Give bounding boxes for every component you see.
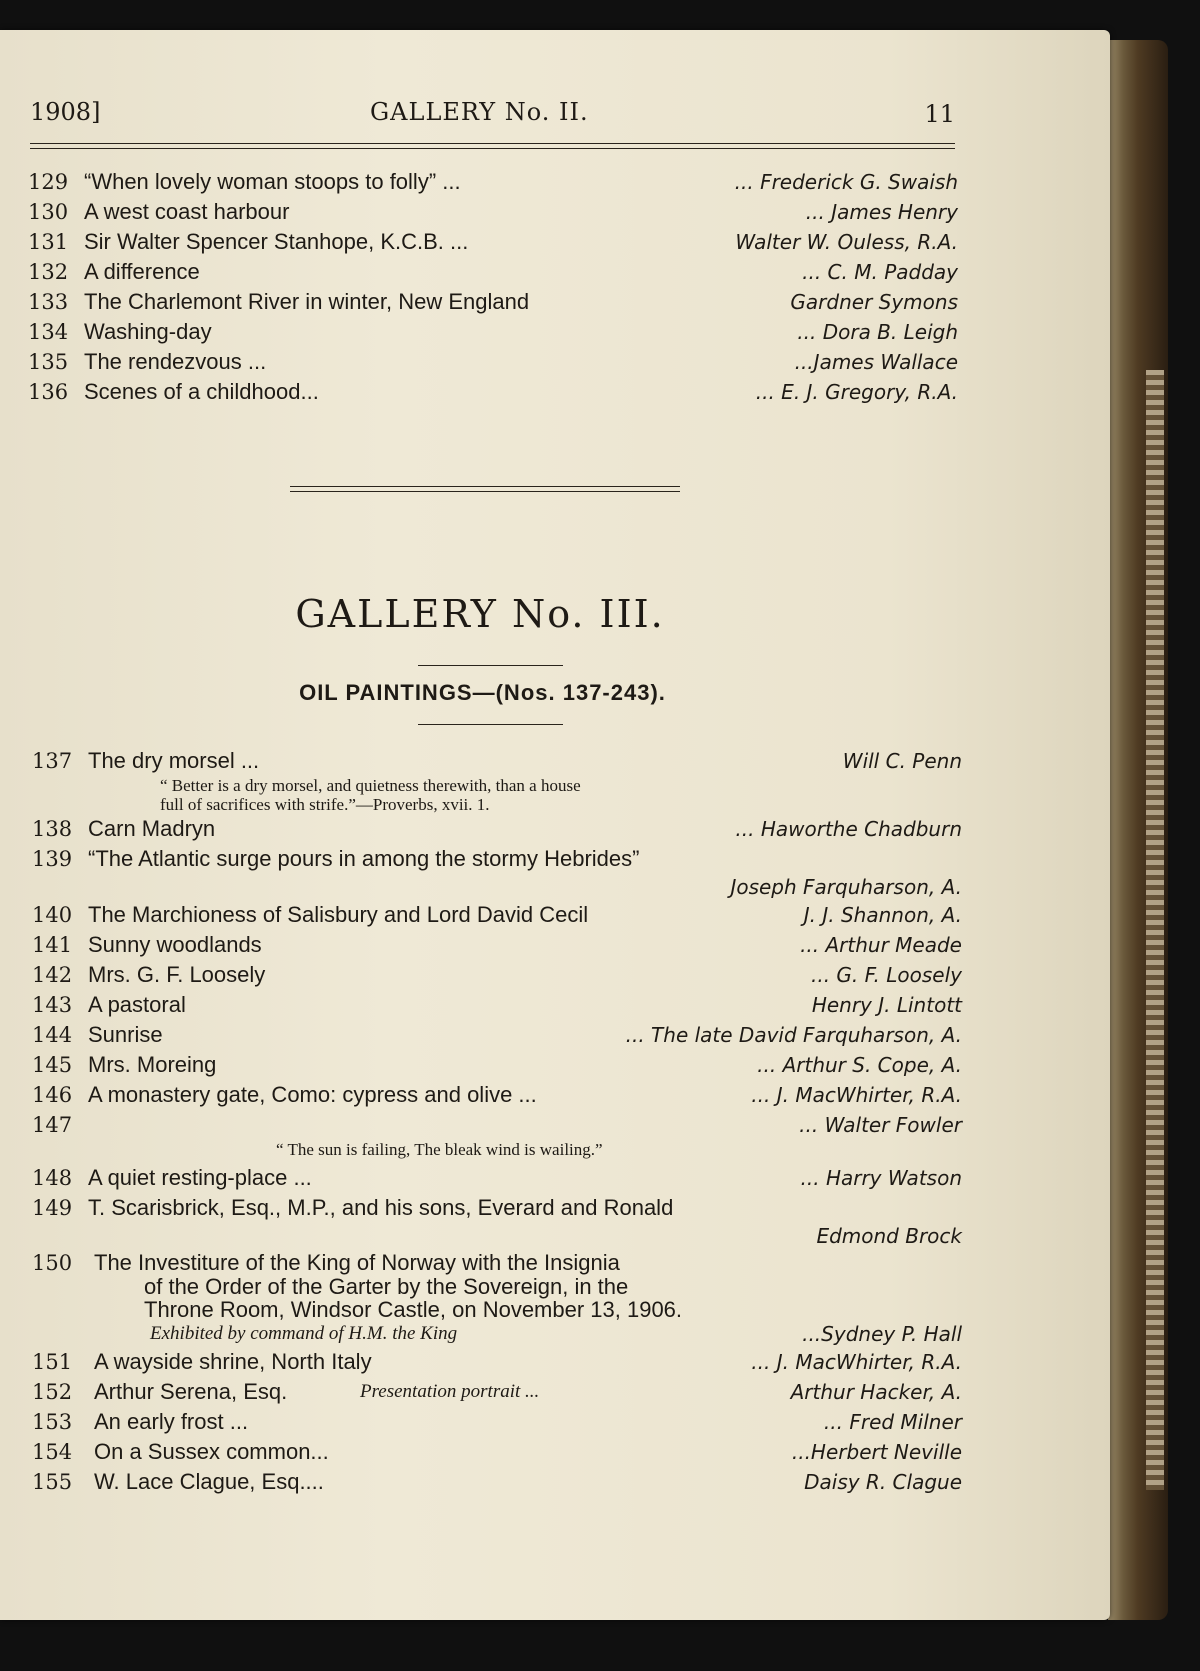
entry-artist: Joseph Farquharson, A. <box>730 875 962 899</box>
subheading-rule <box>418 724 563 725</box>
entry-title: Sunrise <box>88 1022 163 1047</box>
entry-title: Scenes of a childhood... <box>84 379 319 404</box>
gallery3-list <box>32 746 962 1497</box>
entry-title: A quiet resting-place ... <box>88 1165 312 1190</box>
entry-artist: Henry J. Lintott <box>811 993 962 1017</box>
list-item <box>32 1377 962 1407</box>
entry-number: 137 <box>32 749 73 773</box>
entry-title: On a Sussex common... <box>94 1439 329 1464</box>
entry-artist: ... Harry Watson <box>800 1166 962 1190</box>
entry-number: 145 <box>32 1053 73 1077</box>
entry-number: 129 <box>28 170 69 194</box>
list-item <box>32 1193 962 1223</box>
entry-title: A difference <box>84 259 200 284</box>
list-item <box>28 317 958 347</box>
list-item <box>32 1080 962 1110</box>
entry-number: 142 <box>32 963 73 987</box>
gallery3-heading: GALLERY No. III. <box>295 592 665 636</box>
list-item <box>28 287 958 317</box>
entry-number: 154 <box>32 1440 73 1464</box>
entry-artist: ... Dora B. Leigh <box>797 320 958 344</box>
entry-title: Mrs. Moreing <box>88 1052 217 1077</box>
entry-title: Arthur Serena, Esq. <box>94 1379 288 1404</box>
gallery2-list <box>28 167 958 407</box>
header-year: 1908] <box>30 98 101 126</box>
entry-number: 150 <box>32 1251 73 1275</box>
entry-artist: ...James Wallace <box>794 350 958 374</box>
entry-number: 146 <box>32 1083 73 1107</box>
entry-title-cont: Throne Room, Windsor Castle, on November 13, 1906. <box>144 1297 683 1322</box>
header-rule <box>30 143 955 149</box>
entry-note: Presentation portrait ... <box>360 1381 540 1402</box>
entry-number: 153 <box>32 1410 73 1434</box>
entry-artist: ... James Henry <box>805 200 958 224</box>
entry-title: Sir Walter Spencer Stanhope, K.C.B. ... <box>84 229 469 254</box>
entry-quote: “ Better is a dry morsel, and quietness therewith, than a house <box>160 776 581 795</box>
entry-title: Mrs. G. F. Loosely <box>88 962 266 987</box>
entry-artist: ... Arthur S. Cope, A. <box>757 1053 962 1077</box>
entry-title: The rendezvous ... <box>84 349 267 374</box>
entry-number: 135 <box>28 350 69 374</box>
entry-title: Carn Madryn <box>88 816 216 841</box>
entry-artist: Daisy R. Clague <box>804 1470 962 1494</box>
entry-artist: ... The late David Farquharson, A. <box>625 1023 962 1047</box>
entry-artist: Walter W. Ouless, R.A. <box>735 230 958 254</box>
entry-title: A west coast harbour <box>84 199 290 224</box>
entry-title: A wayside shrine, North Italy <box>94 1349 372 1374</box>
list-item <box>28 167 958 197</box>
entry-artist: J. J. Shannon, A. <box>803 903 962 927</box>
entry-number: 147 <box>32 1113 73 1137</box>
entry-number: 141 <box>32 933 73 957</box>
header-title: GALLERY No. II. <box>370 98 589 126</box>
entry-number: 130 <box>28 200 69 224</box>
entry-artist: ... Fred Milner <box>823 1410 962 1434</box>
entry-number: 134 <box>28 320 69 344</box>
section-divider <box>290 486 680 492</box>
list-item <box>28 347 958 377</box>
entry-number: 143 <box>32 993 73 1017</box>
heading-rule <box>418 665 563 666</box>
entry-title: A pastoral <box>88 992 186 1017</box>
entry-number: 148 <box>32 1166 73 1190</box>
entry-artist: ...Sydney P. Hall <box>802 1322 962 1346</box>
entry-title: The Marchioness of Salisbury and Lord David Cecil <box>88 902 589 927</box>
entry-title: The dry morsel ... <box>88 748 260 773</box>
list-item-continued <box>32 1223 962 1251</box>
list-item <box>32 1251 962 1275</box>
list-item-continued <box>32 1321 962 1347</box>
entry-artist: ... Haworthe Chadburn <box>735 817 962 841</box>
entry-title: “The Atlantic surge pours in among the stormy Hebrides” <box>88 846 640 871</box>
entry-number: 132 <box>28 260 69 284</box>
entry-title: An early frost ... <box>94 1409 249 1434</box>
entry-number: 131 <box>28 230 69 254</box>
list-item <box>32 844 962 874</box>
entry-artist: Edmond Brock <box>816 1224 962 1248</box>
entry-artist: ... Frederick G. Swaish <box>734 170 958 194</box>
entry-artist: ... Walter Fowler <box>799 1113 962 1137</box>
list-item <box>32 746 962 776</box>
list-item <box>32 900 962 930</box>
entry-artist: Gardner Symons <box>790 290 958 314</box>
list-item <box>28 227 958 257</box>
page-number: 11 <box>924 100 955 128</box>
entry-artist: ... C. M. Padday <box>802 260 958 284</box>
list-item <box>32 960 962 990</box>
entry-number: 152 <box>32 1380 73 1404</box>
entry-number: 133 <box>28 290 69 314</box>
entry-note: Exhibited by command of H.M. the King <box>150 1323 458 1344</box>
list-item <box>28 197 958 227</box>
entry-number: 140 <box>32 903 73 927</box>
list-item-continued <box>32 874 962 900</box>
entry-number: 138 <box>32 817 73 841</box>
list-item <box>32 990 962 1020</box>
entry-quote: full of sacrifices with strife.”—Proverbs, xvii. 1. <box>160 795 490 814</box>
entry-number: 139 <box>32 847 73 871</box>
list-item <box>32 1020 962 1050</box>
gallery3-subheading: OIL PAINTINGS—(Nos. 137-243). <box>299 680 666 705</box>
entry-artist: ... J. MacWhirter, R.A. <box>751 1083 962 1107</box>
list-item <box>32 1437 962 1467</box>
entry-artist: Arthur Hacker, A. <box>790 1380 962 1404</box>
list-item <box>32 1110 962 1140</box>
book-spine-edge <box>1108 40 1168 1620</box>
entry-artist: ... J. MacWhirter, R.A. <box>751 1350 962 1374</box>
list-item <box>32 1407 962 1437</box>
running-header <box>30 98 955 138</box>
entry-number: 136 <box>28 380 69 404</box>
entry-artist: ... Arthur Meade <box>800 933 962 957</box>
entry-title: Washing-day <box>84 319 212 344</box>
entry-number: 151 <box>32 1350 73 1374</box>
entry-number: 144 <box>32 1023 73 1047</box>
entry-quote: “ The sun is failing, The bleak wind is wailing.” <box>276 1140 603 1159</box>
entry-number: 155 <box>32 1470 73 1494</box>
entry-title-cont: of the Order of the Garter by the Sovereign, in the <box>144 1274 629 1299</box>
entry-title: “When lovely woman stoops to folly” ... <box>84 169 461 194</box>
list-item <box>32 1467 962 1497</box>
entry-number: 149 <box>32 1196 73 1220</box>
entry-title: W. Lace Clague, Esq.... <box>94 1469 324 1494</box>
entry-title: Sunny woodlands <box>88 932 262 957</box>
entry-title: A monastery gate, Como: cypress and olive ... <box>88 1082 537 1107</box>
entry-title: The Charlemont River in winter, New England <box>84 289 530 314</box>
entry-artist: ... E. J. Gregory, R.A. <box>755 380 958 404</box>
list-item <box>28 377 958 407</box>
entry-artist: Will C. Penn <box>842 749 962 773</box>
list-item <box>32 814 962 844</box>
entry-title: T. Scarisbrick, Esq., M.P., and his sons, Everard and Ronald <box>88 1195 674 1220</box>
entry-title: The Investiture of the King of Norway with the Insignia <box>94 1250 620 1275</box>
list-item <box>32 930 962 960</box>
page-edges <box>1146 370 1164 1490</box>
list-item <box>32 1163 962 1193</box>
list-item <box>28 257 958 287</box>
entry-artist: ... G. F. Loosely <box>810 963 962 987</box>
list-item <box>32 1347 962 1377</box>
entry-artist: ...Herbert Neville <box>791 1440 962 1464</box>
list-item <box>32 1050 962 1080</box>
